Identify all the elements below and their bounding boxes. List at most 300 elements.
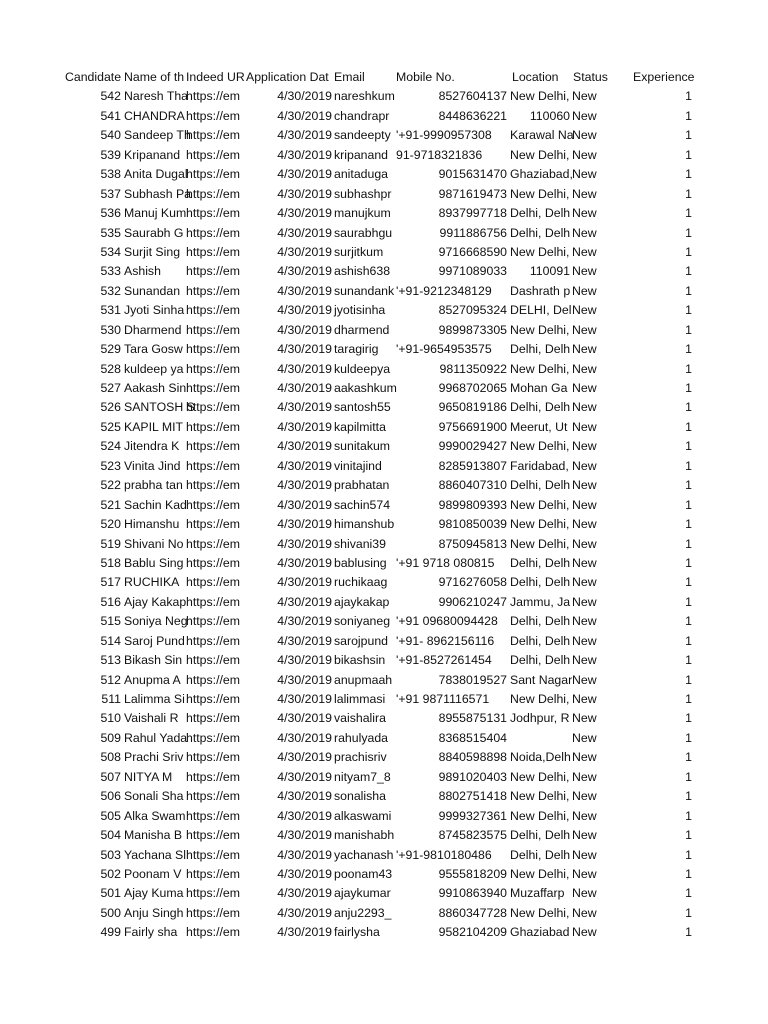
cell-mobile: 9899873305: [438, 322, 507, 337]
cell-status: New: [572, 517, 597, 532]
table-row: [0, 554, 768, 573]
cell-mobile: 9716276058: [438, 575, 507, 590]
spreadsheet: [0, 68, 768, 943]
cell-email: anupmaah: [334, 672, 393, 687]
cell-name: Soniya Neg: [124, 614, 188, 629]
cell-email: kripanand: [334, 147, 389, 162]
cell-status: New: [572, 769, 597, 784]
cell-application-date: 4/30/2019: [277, 925, 332, 940]
cell-name: Kripanand: [124, 147, 181, 162]
cell-application-date: 4/30/2019: [277, 128, 332, 143]
cell-indeed-url: https://em: [186, 808, 240, 823]
cell-experience: 1: [685, 847, 692, 862]
cell-status: New: [572, 711, 597, 726]
cell-email: poonam43: [334, 866, 393, 881]
cell-location: Jodhpur, R: [510, 711, 570, 726]
cell-mobile: 9910863940: [438, 886, 507, 901]
cell-email: sachin574: [334, 497, 391, 512]
cell-status: New: [572, 167, 597, 182]
cell-name: Lalimma Si: [124, 692, 185, 706]
cell-candidate: 524: [100, 439, 121, 454]
cell-status: New: [572, 186, 597, 201]
cell-location: Delhi, Delh: [510, 653, 571, 668]
cell-candidate: 540: [100, 128, 121, 143]
cell-experience: 1: [685, 439, 692, 454]
cell-experience: 1: [685, 769, 692, 784]
cell-indeed-url: https://em: [186, 439, 240, 454]
cell-name: Jyoti Sinha: [124, 303, 185, 318]
cell-mobile: '+91 9871116571: [396, 692, 490, 706]
cell-name: Shivani No: [124, 536, 184, 551]
cell-status: New: [572, 555, 597, 570]
table-row: [0, 826, 768, 845]
cell-location: New Delhi,: [510, 517, 570, 532]
cell-candidate: 520: [100, 517, 121, 532]
header-row: [0, 68, 768, 87]
cell-indeed-url: https://em: [186, 342, 240, 357]
cell-mobile: 9756691900: [438, 419, 507, 434]
cell-mobile: '+91-9810180486: [396, 847, 492, 862]
cell-status: New: [572, 283, 597, 298]
cell-email: alkaswami: [334, 808, 392, 823]
table-row: [0, 282, 768, 301]
cell-experience: 1: [685, 672, 692, 687]
cell-location: Delhi, Delh: [510, 847, 571, 862]
cell-email: prabhatan: [334, 478, 390, 493]
cell-experience: 1: [685, 808, 692, 823]
cell-mobile: 9906210247: [438, 594, 507, 609]
cell-name: Bikash Sin: [124, 653, 183, 668]
table-row: [0, 87, 768, 106]
cell-candidate: 529: [100, 342, 121, 357]
cell-indeed-url: https://em: [186, 381, 240, 395]
cell-status: New: [572, 400, 597, 415]
cell-experience: 1: [685, 517, 692, 532]
cell-mobile: '+91-9212348129: [396, 283, 492, 298]
table-row: [0, 709, 768, 728]
cell-indeed-url: https://em: [186, 283, 240, 298]
cell-experience: 1: [685, 283, 692, 298]
cell-mobile: 8802751418: [438, 789, 507, 804]
cell-name: Rahul Yada: [124, 730, 188, 745]
cell-name: Anju Singh: [124, 905, 184, 920]
cell-application-date: 4/30/2019: [277, 225, 332, 240]
cell-application-date: 4/30/2019: [277, 614, 332, 629]
cell-status: New: [572, 206, 597, 221]
cell-email: bikashsin: [334, 653, 386, 668]
cell-status: New: [572, 497, 597, 512]
cell-candidate: 519: [100, 536, 121, 551]
cell-indeed-url: https://em: [186, 225, 240, 240]
cell-candidate: 515: [100, 614, 121, 629]
table-row: [0, 612, 768, 631]
cell-experience: 1: [685, 458, 692, 473]
cell-location: Karawal Na: [510, 128, 574, 143]
cell-email: sonalisha: [334, 789, 386, 804]
cell-application-date: 4/30/2019: [277, 828, 332, 843]
cell-status: New: [572, 789, 597, 804]
cell-location: DELHI, Del: [510, 303, 572, 318]
cell-application-date: 4/30/2019: [277, 905, 332, 920]
cell-status: New: [572, 866, 597, 881]
cell-application-date: 4/30/2019: [277, 244, 332, 259]
cell-location: Delhi, Delh: [510, 225, 571, 240]
cell-status: New: [572, 244, 597, 259]
cell-email: soniyaneg: [334, 614, 391, 629]
cell-location: New Delhi,: [510, 89, 570, 104]
cell-indeed-url: https://em: [186, 303, 240, 318]
cell-mobile: '+91- 8962156116: [396, 633, 495, 648]
cell-email: ashish638: [334, 264, 391, 279]
table-row: [0, 496, 768, 515]
cell-indeed-url: https://em: [186, 692, 240, 706]
cell-candidate: 509: [100, 730, 121, 745]
cell-status: New: [572, 89, 597, 104]
cell-indeed-url: https://em: [186, 769, 240, 784]
table-row: [0, 321, 768, 340]
cell-candidate: 532: [100, 283, 121, 298]
cell-application-date: 4/30/2019: [277, 381, 332, 395]
cell-location: New Delhi,: [510, 808, 570, 823]
cell-name: Sandeep Th: [124, 128, 191, 143]
cell-application-date: 4/30/2019: [277, 400, 332, 415]
cell-mobile: 9650819186: [438, 400, 507, 415]
cell-email: kuldeepya: [334, 361, 391, 376]
cell-application-date: 4/30/2019: [277, 750, 332, 765]
cell-email: sunandank: [334, 283, 395, 298]
cell-location: New Delhi,: [510, 186, 570, 201]
cell-mobile: 9716668590: [438, 244, 507, 259]
cell-application-date: 4/30/2019: [277, 808, 332, 823]
cell-location: New Delhi,: [510, 769, 570, 784]
cell-name: RUCHIKA: [124, 575, 180, 590]
cell-candidate: 517: [100, 575, 121, 590]
cell-status: New: [572, 692, 597, 706]
cell-candidate: 500: [100, 905, 121, 920]
cell-indeed-url: https://em: [186, 555, 240, 570]
cell-application-date: 4/30/2019: [277, 167, 332, 182]
cell-mobile: 8745823575: [438, 828, 507, 843]
cell-location: Delhi, Delh: [510, 614, 571, 629]
cell-application-date: 4/30/2019: [277, 458, 332, 473]
cell-indeed-url: https://em: [186, 730, 240, 745]
table-row: [0, 632, 768, 651]
cell-mobile: 8840598898: [438, 750, 507, 765]
cell-location: Delhi, Delh: [510, 342, 571, 357]
cell-mobile: '+91-8527261454: [396, 653, 492, 668]
cell-candidate: 527: [100, 381, 121, 395]
table-row: [0, 846, 768, 865]
cell-location: Mohan Ga: [510, 381, 568, 395]
cell-experience: 1: [685, 497, 692, 512]
header-candidate: Candidate: [65, 70, 122, 84]
cell-location: New Delhi,: [510, 866, 570, 881]
cell-candidate: 501: [100, 886, 121, 901]
cell-name: Sachin Kad: [124, 497, 187, 512]
cell-mobile: 9968702065: [438, 381, 507, 395]
cell-indeed-url: https://em: [186, 147, 240, 162]
cell-status: New: [572, 828, 597, 843]
cell-location: Delhi, Delh: [510, 206, 571, 221]
cell-email: manishabh: [334, 828, 395, 843]
cell-mobile: 9015631470: [438, 167, 507, 182]
cell-status: New: [572, 575, 597, 590]
cell-candidate: 512: [100, 672, 121, 687]
table-row: [0, 573, 768, 592]
cell-candidate: 507: [100, 769, 121, 784]
cell-candidate: 539: [100, 147, 121, 162]
cell-location: New Delhi,: [510, 536, 570, 551]
cell-status: New: [572, 128, 597, 143]
table-row: [0, 787, 768, 806]
table-row: [0, 301, 768, 320]
cell-mobile: 9999327361: [438, 808, 507, 823]
cell-location: New Delhi,: [510, 789, 570, 804]
cell-status: New: [572, 905, 597, 920]
cell-status: New: [572, 653, 597, 668]
header-indeed-url: Indeed UR: [186, 70, 245, 84]
cell-email: ajaykumar: [334, 886, 391, 901]
cell-experience: 1: [685, 361, 692, 376]
cell-candidate: 518: [100, 555, 121, 570]
cell-experience: 1: [685, 730, 692, 745]
cell-location: Ghaziabad: [510, 925, 570, 940]
cell-indeed-url: https://em: [186, 711, 240, 726]
cell-name: Dharmend: [124, 322, 182, 337]
cell-application-date: 4/30/2019: [277, 769, 332, 784]
cell-indeed-url: https://em: [186, 750, 240, 765]
table-row: [0, 651, 768, 670]
header-mobile: Mobile No.: [396, 70, 455, 84]
cell-candidate: 542: [100, 89, 121, 104]
cell-name: Naresh Tha: [124, 89, 189, 104]
cell-status: New: [572, 303, 597, 318]
cell-experience: 1: [685, 925, 692, 940]
cell-application-date: 4/30/2019: [277, 692, 332, 706]
cell-experience: 1: [685, 575, 692, 590]
table-row: [0, 593, 768, 612]
cell-status: New: [572, 458, 597, 473]
table-row: [0, 768, 768, 787]
cell-name: Surjit Sing: [124, 244, 181, 259]
cell-name: NITYA M: [124, 769, 173, 784]
cell-experience: 1: [685, 614, 692, 629]
cell-indeed-url: https://em: [186, 536, 240, 551]
cell-name: prabha tan: [124, 478, 183, 493]
cell-mobile: '+91 9718 080815: [396, 555, 495, 570]
cell-candidate: 514: [100, 633, 121, 648]
table-row: [0, 729, 768, 748]
cell-mobile: 9810850039: [438, 517, 507, 532]
cell-indeed-url: https://em: [186, 264, 240, 279]
cell-email: dharmend: [334, 322, 390, 337]
cell-status: New: [572, 264, 597, 279]
cell-mobile: '+91 09680094428: [396, 614, 498, 629]
cell-name: Manisha B: [124, 828, 183, 843]
cell-status: New: [572, 594, 597, 609]
table-row: [0, 884, 768, 903]
cell-location: New Delhi,: [510, 905, 570, 920]
cell-indeed-url: https://em: [186, 614, 240, 629]
cell-name: Fairly sha: [124, 925, 178, 940]
cell-indeed-url: https://em: [186, 186, 240, 201]
cell-email: chandrapr: [334, 108, 390, 123]
cell-application-date: 4/30/2019: [277, 186, 332, 201]
cell-candidate: 523: [100, 458, 121, 473]
table-row: [0, 262, 768, 281]
cell-experience: 1: [685, 419, 692, 434]
cell-indeed-url: https://em: [186, 594, 240, 609]
cell-experience: 1: [685, 692, 692, 706]
cell-indeed-url: https://em: [186, 108, 240, 123]
table-row: [0, 923, 768, 942]
cell-candidate: 537: [100, 186, 121, 201]
cell-status: New: [572, 361, 597, 376]
cell-name: Alka Swam: [124, 808, 186, 823]
cell-mobile: 8860407310: [438, 478, 507, 493]
cell-indeed-url: https://em: [186, 925, 240, 940]
cell-status: New: [572, 614, 597, 629]
cell-name: Ajay Kakap: [124, 594, 187, 609]
cell-name: Tara Gosw: [124, 342, 183, 357]
cell-name: Bablu Sing: [124, 555, 184, 570]
cell-email: kapilmitta: [334, 419, 386, 434]
cell-experience: 1: [685, 789, 692, 804]
cell-name: Sonali Sha: [124, 789, 184, 804]
cell-mobile: 9911886756: [439, 225, 507, 240]
cell-name: Anita Dugal: [124, 167, 188, 182]
cell-location: New Delhi,: [510, 692, 570, 706]
cell-name: Ajay Kuma: [124, 886, 184, 901]
cell-indeed-url: https://em: [186, 575, 240, 590]
cell-status: New: [572, 322, 597, 337]
cell-name: Ashish: [124, 264, 161, 279]
cell-experience: 1: [685, 594, 692, 609]
table-row: [0, 457, 768, 476]
cell-email: anju2293_: [334, 905, 392, 920]
cell-application-date: 4/30/2019: [277, 575, 332, 590]
cell-name: Yachana Sl: [124, 847, 186, 862]
cell-email: prachisriv: [334, 750, 387, 765]
cell-indeed-url: https://em: [186, 206, 240, 221]
cell-mobile: 9555818209: [438, 866, 507, 881]
cell-mobile: 9899809393: [438, 497, 507, 512]
cell-mobile: 9582104209: [438, 925, 507, 940]
header-name: Name of th: [124, 70, 185, 84]
cell-indeed-url: https://em: [186, 847, 240, 862]
cell-location: New Delhi,: [510, 147, 570, 162]
cell-email: sandeepty: [334, 128, 391, 143]
cell-application-date: 4/30/2019: [277, 361, 332, 376]
cell-candidate: 511: [101, 692, 121, 706]
cell-experience: 1: [685, 381, 692, 395]
cell-application-date: 4/30/2019: [277, 497, 332, 512]
cell-indeed-url: https://em: [186, 517, 240, 532]
cell-location: New Delhi,: [510, 244, 570, 259]
table-row: [0, 671, 768, 690]
cell-name: SANTOSH S: [124, 400, 195, 415]
cell-candidate: 521: [100, 497, 121, 512]
cell-experience: 1: [685, 108, 692, 123]
cell-candidate: 533: [100, 264, 121, 279]
cell-experience: 1: [685, 303, 692, 318]
cell-status: New: [572, 847, 597, 862]
cell-email: taragirig: [334, 342, 379, 357]
cell-email: ajaykakap: [334, 594, 390, 609]
cell-email: vaishalira: [334, 711, 386, 726]
cell-application-date: 4/30/2019: [277, 342, 332, 357]
cell-indeed-url: https://em: [186, 419, 240, 434]
cell-email: fairlysha: [334, 925, 380, 940]
cell-email: nityam7_8: [334, 769, 391, 784]
cell-application-date: 4/30/2019: [277, 89, 332, 104]
cell-email: saurabhgu: [334, 225, 393, 240]
cell-experience: 1: [685, 711, 692, 726]
cell-candidate: 536: [100, 206, 121, 221]
cell-email: himanshub: [334, 517, 395, 532]
header-email: Email: [334, 70, 365, 84]
cell-candidate: 534: [100, 244, 121, 259]
cell-name: Himanshu: [124, 517, 180, 532]
cell-mobile: 9990029427: [438, 439, 507, 454]
cell-application-date: 4/30/2019: [277, 886, 332, 901]
cell-indeed-url: https://em: [186, 244, 240, 259]
table-row: [0, 126, 768, 145]
cell-location: Sant Nagar: [510, 672, 573, 687]
cell-location: Delhi, Delh: [510, 400, 571, 415]
cell-indeed-url: https://em: [186, 89, 240, 104]
cell-application-date: 4/30/2019: [277, 594, 332, 609]
cell-candidate: 510: [100, 711, 121, 726]
cell-name: Manuj Kum: [124, 206, 187, 221]
cell-email: lalimmasi: [334, 692, 386, 706]
cell-application-date: 4/30/2019: [277, 147, 332, 162]
cell-status: New: [572, 342, 597, 357]
cell-mobile: 8527604137: [438, 89, 507, 104]
cell-application-date: 4/30/2019: [277, 555, 332, 570]
cell-email: santosh55: [334, 400, 391, 415]
cell-experience: 1: [685, 400, 692, 415]
cell-email: nareshkum: [334, 89, 395, 104]
cell-name: KAPIL MIT: [124, 419, 183, 434]
cell-mobile: 9811350922: [439, 361, 507, 376]
cell-status: New: [572, 108, 597, 123]
cell-name: Sunandan: [124, 283, 181, 298]
cell-mobile: 7838019527: [438, 672, 507, 687]
cell-candidate: 530: [100, 322, 121, 337]
cell-experience: 1: [685, 167, 692, 182]
cell-status: New: [572, 633, 597, 648]
cell-location: Faridabad,: [510, 458, 569, 473]
cell-email: ruchikaag: [334, 575, 388, 590]
cell-email: manujkum: [334, 206, 391, 221]
cell-candidate: 526: [100, 400, 121, 415]
cell-experience: 1: [685, 478, 692, 493]
cell-experience: 1: [685, 555, 692, 570]
cell-name: Prachi Sriv: [124, 750, 184, 765]
cell-location: New Delhi,: [510, 497, 570, 512]
table-row: [0, 107, 768, 126]
cell-mobile: 8527095324: [438, 303, 507, 318]
cell-mobile: 8368515404: [438, 730, 507, 745]
cell-email: shivani39: [334, 536, 386, 551]
cell-application-date: 4/30/2019: [277, 108, 332, 123]
cell-application-date: 4/30/2019: [277, 419, 332, 434]
table-row: [0, 748, 768, 767]
cell-experience: 1: [685, 147, 692, 162]
cell-candidate: 525: [100, 419, 121, 434]
table-row: [0, 340, 768, 359]
